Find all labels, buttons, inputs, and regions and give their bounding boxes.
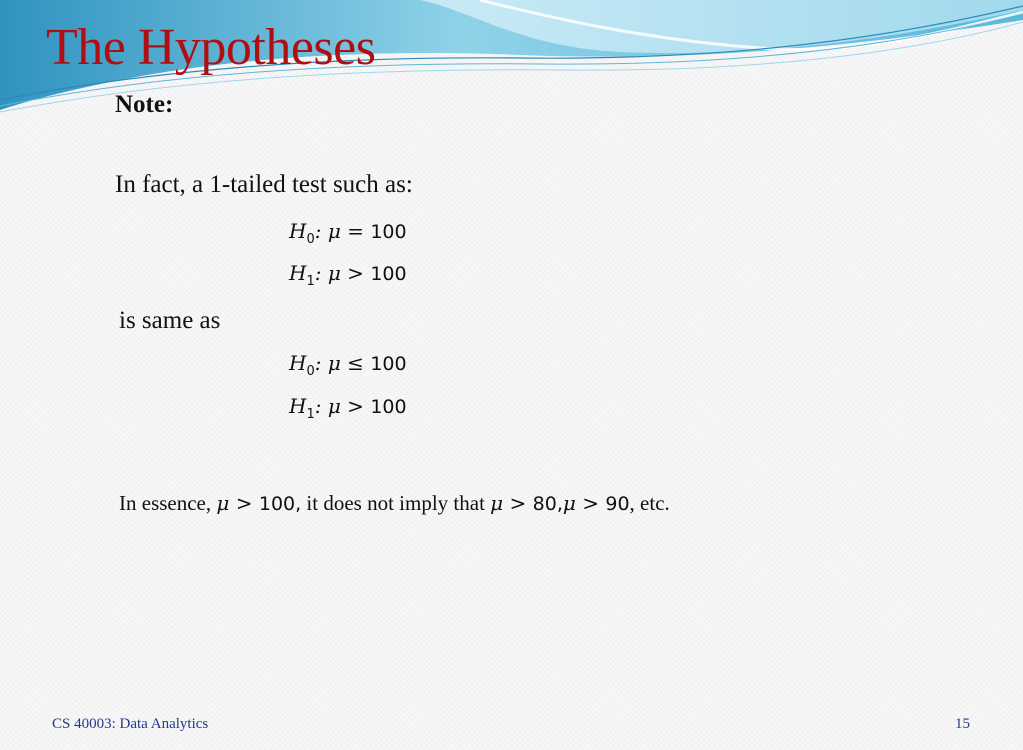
note-label: Note:	[115, 91, 174, 118]
h0-subscript: 0	[306, 232, 315, 247]
essence-op-2: >	[503, 491, 533, 515]
h1-symbol: H	[289, 261, 307, 285]
essence-value-3: 90	[605, 493, 630, 515]
same-as-text: is same as	[119, 307, 221, 334]
essence-mu-2: μ	[490, 491, 504, 515]
essence-value-2: 80,	[532, 493, 563, 515]
essence-statement	[119, 488, 670, 519]
h1-value: 100	[370, 263, 407, 285]
h0-symbol: H	[289, 219, 307, 243]
essence-mu-1: μ	[216, 491, 230, 515]
h0-relation: : μ =	[314, 219, 371, 243]
footer-page-number: 15	[955, 716, 970, 732]
essence-prefix: In essence,	[119, 491, 217, 515]
h0-relation: : μ ≤	[314, 351, 371, 375]
slide-title: The Hypotheses	[46, 19, 376, 76]
essence-mu-3: μ	[562, 491, 576, 515]
equation-null-hypothesis-2	[289, 349, 407, 386]
h1-subscript: 1	[306, 274, 315, 289]
h1-relation: : μ >	[314, 261, 371, 285]
h0-symbol: H	[289, 351, 307, 375]
essence-op-1: >	[229, 491, 259, 515]
essence-value-1: 100,	[258, 493, 302, 515]
h0-subscript: 0	[306, 364, 315, 379]
h0-value: 100	[370, 221, 407, 243]
essence-suffix: , etc.	[629, 491, 670, 515]
essence-op-3: >	[575, 491, 606, 515]
h1-relation: : μ >	[314, 394, 371, 418]
h0-value: 100	[370, 353, 407, 375]
h1-value: 100	[370, 396, 407, 418]
h1-subscript: 1	[306, 407, 315, 422]
footer-course: CS 40003: Data Analytics	[52, 716, 209, 732]
equation-alt-hypothesis-1	[289, 259, 407, 296]
essence-middle: it does not imply that	[301, 491, 491, 515]
h1-symbol: H	[289, 394, 307, 418]
equation-alt-hypothesis-2	[289, 392, 407, 429]
intro-text: In fact, a 1-tailed test such as:	[115, 171, 413, 198]
equation-null-hypothesis-1	[289, 217, 407, 254]
